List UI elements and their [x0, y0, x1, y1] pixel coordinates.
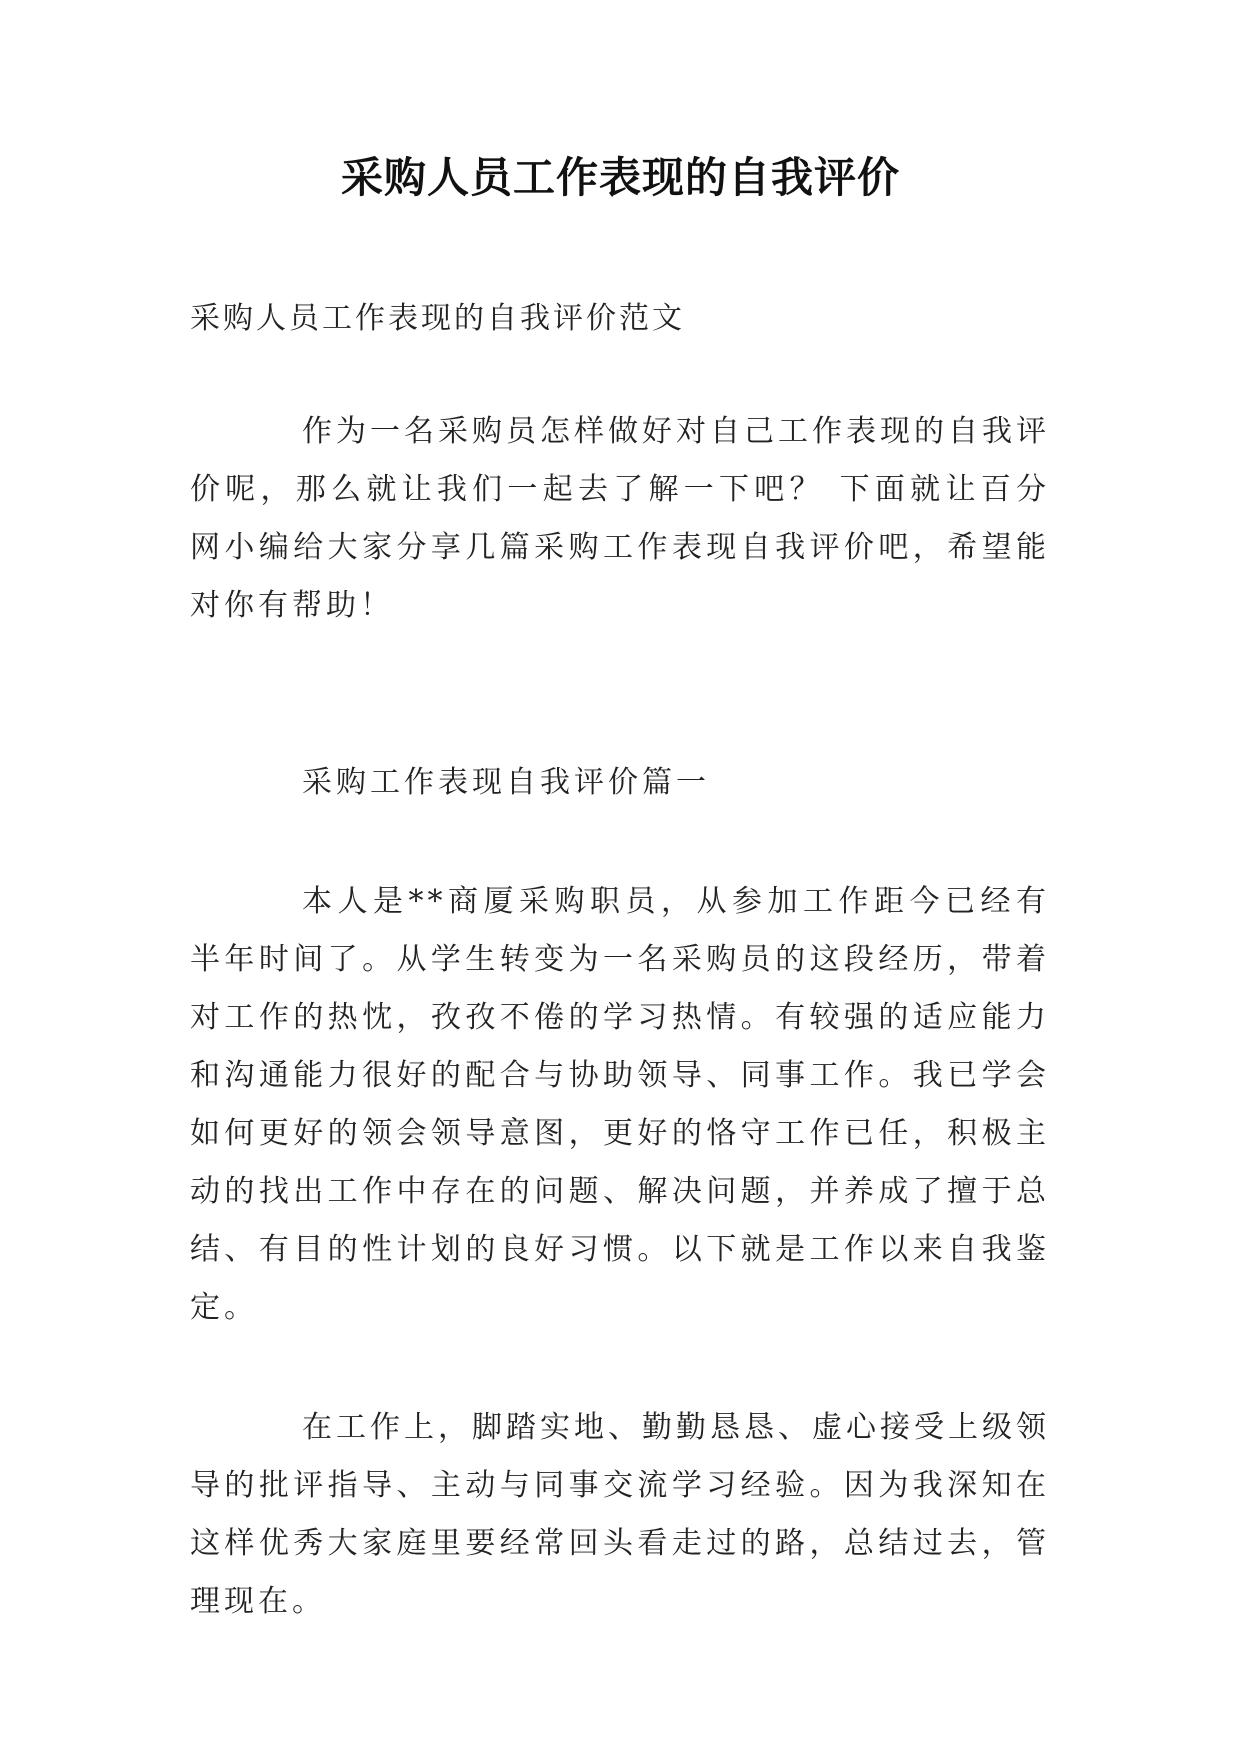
body-paragraph-work: 在工作上，脚踏实地、勤勤恳恳、虚心接受上级领导的批评指导、主动与同事交流学习经验。因为我深知在这样优秀大家庭里要经常回头看走过的路，总结过去，管理现在。 [190, 1410, 1050, 1619]
body-paragraph: 本人是**商厦采购职员，从参加工作距今已经有半年时间了。从学生转变为一名采购员的这段经历，带着对工作的热忱，孜孜不倦的学习热情。有较强的适应能力和沟通能力很好的配合与协助领导、同事工作。我已学会如何更好的领会领导意图，更好的恪守工作已任，积极主动的找出工作中存在的问题、解决问题，并养成了擅于总结、有目的性计划的良好习惯。以下就是工作以来自我鉴定。 [190, 884, 1050, 1325]
document-title: 采购人员工作表现的自我评价 [340, 153, 900, 202]
document-subtitle: 采购人员工作表现的自我评价范文 [190, 301, 685, 336]
section-heading: 采购工作表现自我评价篇一 [302, 765, 710, 800]
intro-paragraph: 作为一名采购员怎样做好对自己工作表现的自我评价呢，那么就让我们一起去了解一下吧？ 下面就让百分网小编给大家分享几篇采购工作表现自我评价吧，希望能对你有帮助！ [190, 414, 1050, 623]
